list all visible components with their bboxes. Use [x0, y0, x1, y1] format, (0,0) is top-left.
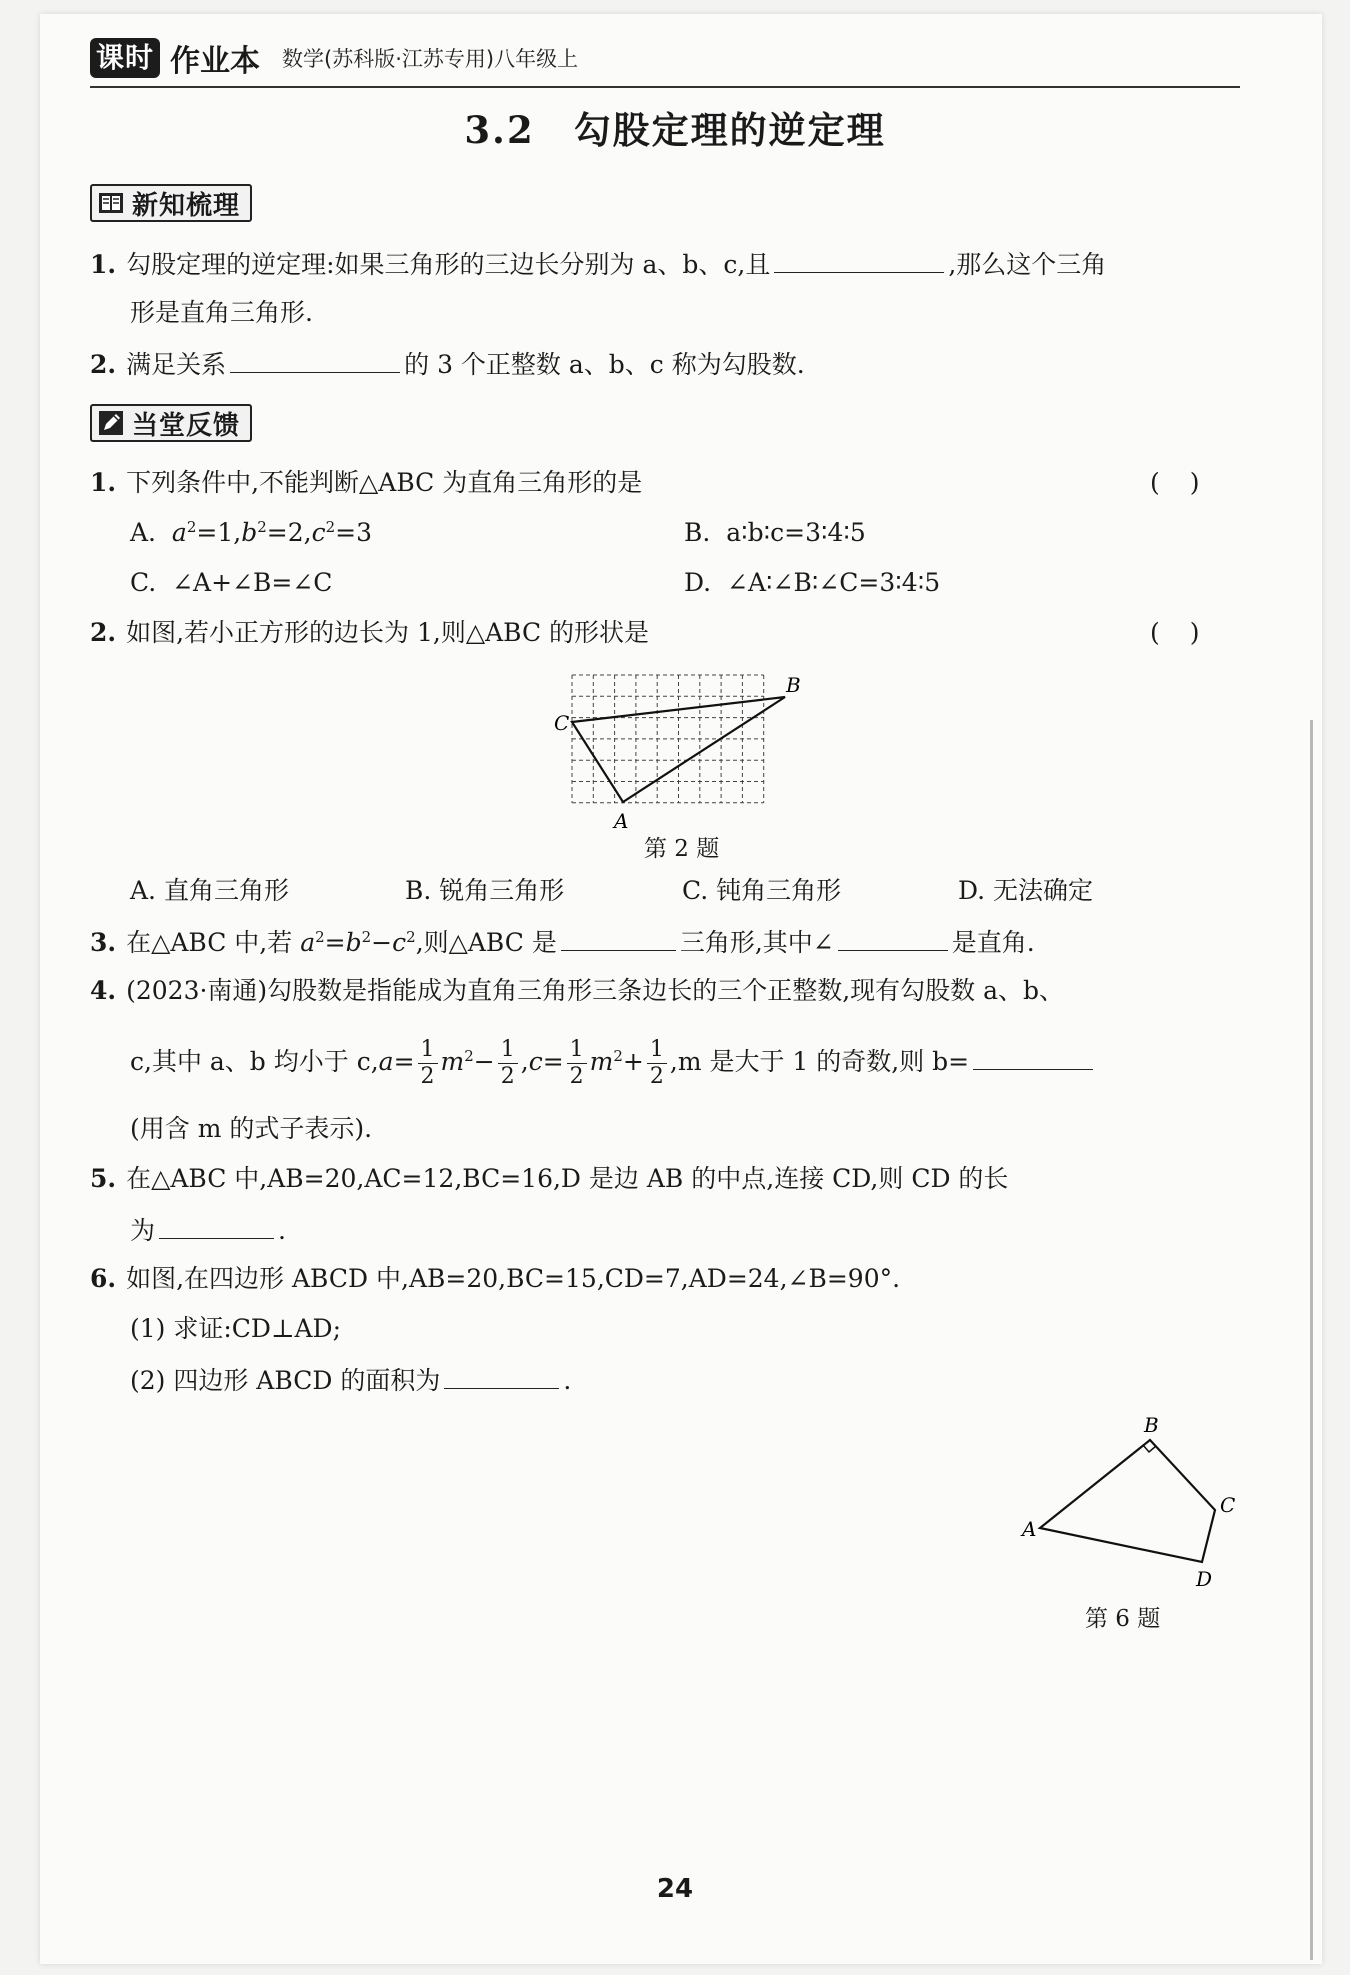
question-text: (2) 四边形 ABCD 的面积为 — [130, 1366, 441, 1395]
question-text: ,m 是大于 1 的奇数,则 b= — [669, 1047, 970, 1076]
vertex-label-c: C — [1220, 1493, 1236, 1517]
vertex-label-b: B — [786, 673, 801, 697]
option-text: ∠A∶∠B∶∠C=3∶4∶5 — [727, 568, 941, 597]
answer-blank[interactable] — [561, 924, 676, 951]
feedback-q4 — [90, 974, 1064, 1008]
feedback-q4-end: (用含 m 的式子表示). — [130, 1114, 373, 1143]
question-text: 三角形,其中∠ — [679, 928, 834, 957]
option-label: C. — [130, 568, 157, 597]
question-text: ,那么这个三角 — [948, 250, 1107, 279]
question-number: 1. — [90, 250, 117, 279]
answer-paren[interactable]: () — [1150, 618, 1230, 647]
knowledge-q1 — [90, 246, 1106, 282]
question-number: 4. — [90, 976, 117, 1005]
q2-option-a[interactable]: A. 直角三角形 — [130, 876, 289, 905]
quadrilateral-abcd — [1040, 1440, 1215, 1562]
fraction: $\frac{1}{2}$ — [498, 1039, 518, 1088]
feedback-q2 — [90, 616, 649, 650]
figure-2-caption: 第 2 题 — [644, 836, 720, 862]
question-text: (2023·南通)勾股数是指能成为直角三角形三条边长的三个正整数,现有勾股数 a、b、 — [126, 976, 1064, 1005]
right-angle-mark — [1143, 1445, 1156, 1452]
answer-blank[interactable] — [444, 1362, 559, 1389]
logo-text: 作业本 — [170, 44, 261, 79]
question-number: 2. — [90, 350, 117, 379]
question-text: 如图,若小正方形的边长为 1,则△ABC 的形状是 — [126, 618, 650, 647]
option-label: A. — [130, 518, 157, 547]
logo-badge: 课时 — [90, 38, 160, 78]
vertex-label-a: A — [1022, 1517, 1037, 1541]
question-text: 在△ABC 中,AB=20,AC=12,BC=16,D 是边 AB 的中点,连接 CD,则 CD 的长 — [126, 1164, 1009, 1193]
pencil-icon — [96, 408, 126, 438]
section-knowledge — [90, 184, 252, 222]
option-text: a∶b∶c=3∶4∶5 — [726, 518, 866, 547]
vertex-label-d: D — [1196, 1567, 1213, 1590]
question-text: . — [278, 1216, 286, 1245]
fraction: $\frac{1}{2}$ — [418, 1039, 438, 1088]
question-text: 如图,在四边形 ABCD 中,AB=20,BC=15,CD=7,AD=24,∠B=90°. — [126, 1264, 901, 1293]
question-text: 满足关系 — [126, 350, 227, 379]
option-text: ∠A+∠B=∠C — [172, 568, 333, 597]
question-text: 的 3 个正整数 a、b、c 称为勾股数. — [404, 350, 805, 379]
header-divider — [90, 86, 1240, 88]
feedback-q6-part1: (1) 求证:CD⊥AD; — [130, 1314, 341, 1343]
vertex-label-b: B — [1144, 1413, 1159, 1437]
knowledge-q2 — [90, 346, 805, 382]
vertex-label-c: C — [554, 711, 570, 735]
question-text: 下列条件中,不能判断△ABC 为直角三角形的是 — [126, 468, 643, 497]
question-text: 为 — [130, 1216, 156, 1245]
question-number: 6. — [90, 1264, 117, 1293]
question-number: 2. — [90, 618, 117, 647]
question-text: 勾股定理的逆定理:如果三角形的三边长分别为 a、b、c,且 — [126, 250, 771, 279]
answer-blank[interactable] — [838, 924, 948, 951]
subject-label: 数学(苏科版·江苏专用)八年级上 — [282, 47, 579, 71]
answer-blank[interactable] — [973, 1043, 1093, 1070]
q2-option-b[interactable]: B. 锐角三角形 — [405, 876, 565, 905]
figure-6-caption: 第 6 题 — [1085, 1606, 1161, 1632]
feedback-q4-cont: c,其中 a、b 均小于 c,a= $\frac{1}{2}$ $m^2-$ $\frac{1}{2}$ ,c= $\frac{1}{2}$ $m^2+$ $\frac{1}{2}$ ,m 是大于 1 的奇数,则 b= — [130, 1032, 1097, 1092]
feedback-q5-cont — [130, 1212, 286, 1248]
page-title: 3.2 勾股定理的逆定理 — [464, 108, 886, 152]
question-text: 在△ABC 中,若 — [126, 928, 293, 957]
fraction: $\frac{1}{2}$ — [647, 1039, 667, 1088]
question-text: 是直角. — [951, 928, 1035, 957]
question-number: 5. — [90, 1164, 117, 1193]
book-icon — [96, 188, 126, 218]
feedback-q6 — [90, 1262, 900, 1296]
option-b[interactable] — [684, 516, 866, 550]
feedback-q5 — [90, 1162, 1008, 1196]
fraction: $\frac{1}{2}$ — [567, 1039, 587, 1088]
page-number: 24 — [656, 1874, 694, 1904]
question-text: ,则△ABC 是 — [415, 928, 557, 957]
q2-option-c[interactable]: C. 钝角三角形 — [682, 876, 842, 905]
option-c[interactable] — [130, 566, 332, 600]
section-knowledge-label: 新知梳理 — [132, 190, 241, 221]
question-number: 3. — [90, 928, 117, 957]
answer-blank[interactable] — [159, 1212, 274, 1239]
feedback-q1 — [90, 466, 642, 500]
knowledge-q1-cont: 形是直角三角形. — [130, 298, 313, 327]
header — [90, 36, 578, 80]
option-label: D. — [684, 568, 712, 597]
section-feedback-label: 当堂反馈 — [132, 410, 241, 441]
vertex-label-a: A — [614, 809, 629, 833]
answer-blank[interactable] — [774, 246, 944, 273]
question-text: . — [563, 1366, 572, 1395]
page-edge — [1310, 720, 1313, 1960]
figure-6-quadrilateral — [1010, 1410, 1250, 1590]
figure-2-grid — [540, 662, 830, 842]
question-number: 1. — [90, 468, 117, 497]
section-feedback — [90, 404, 252, 442]
option-a[interactable]: A. $a^2=1,b^2=2,c^2=3$ — [130, 518, 372, 547]
answer-blank[interactable] — [230, 346, 400, 373]
answer-paren[interactable]: () — [1150, 468, 1230, 497]
question-text: c,其中 a、b 均小于 c, — [130, 1047, 379, 1076]
option-d[interactable] — [684, 566, 940, 600]
feedback-q6-part2 — [130, 1362, 571, 1398]
q2-option-d[interactable]: D. 无法确定 — [958, 876, 1094, 905]
feedback-q3: 3. 在△ABC 中,若 $a^2=b^2-c^2$,则△ABC 是 三角形,其中∠ 是直角. — [90, 924, 1035, 960]
option-label: B. — [684, 518, 711, 547]
